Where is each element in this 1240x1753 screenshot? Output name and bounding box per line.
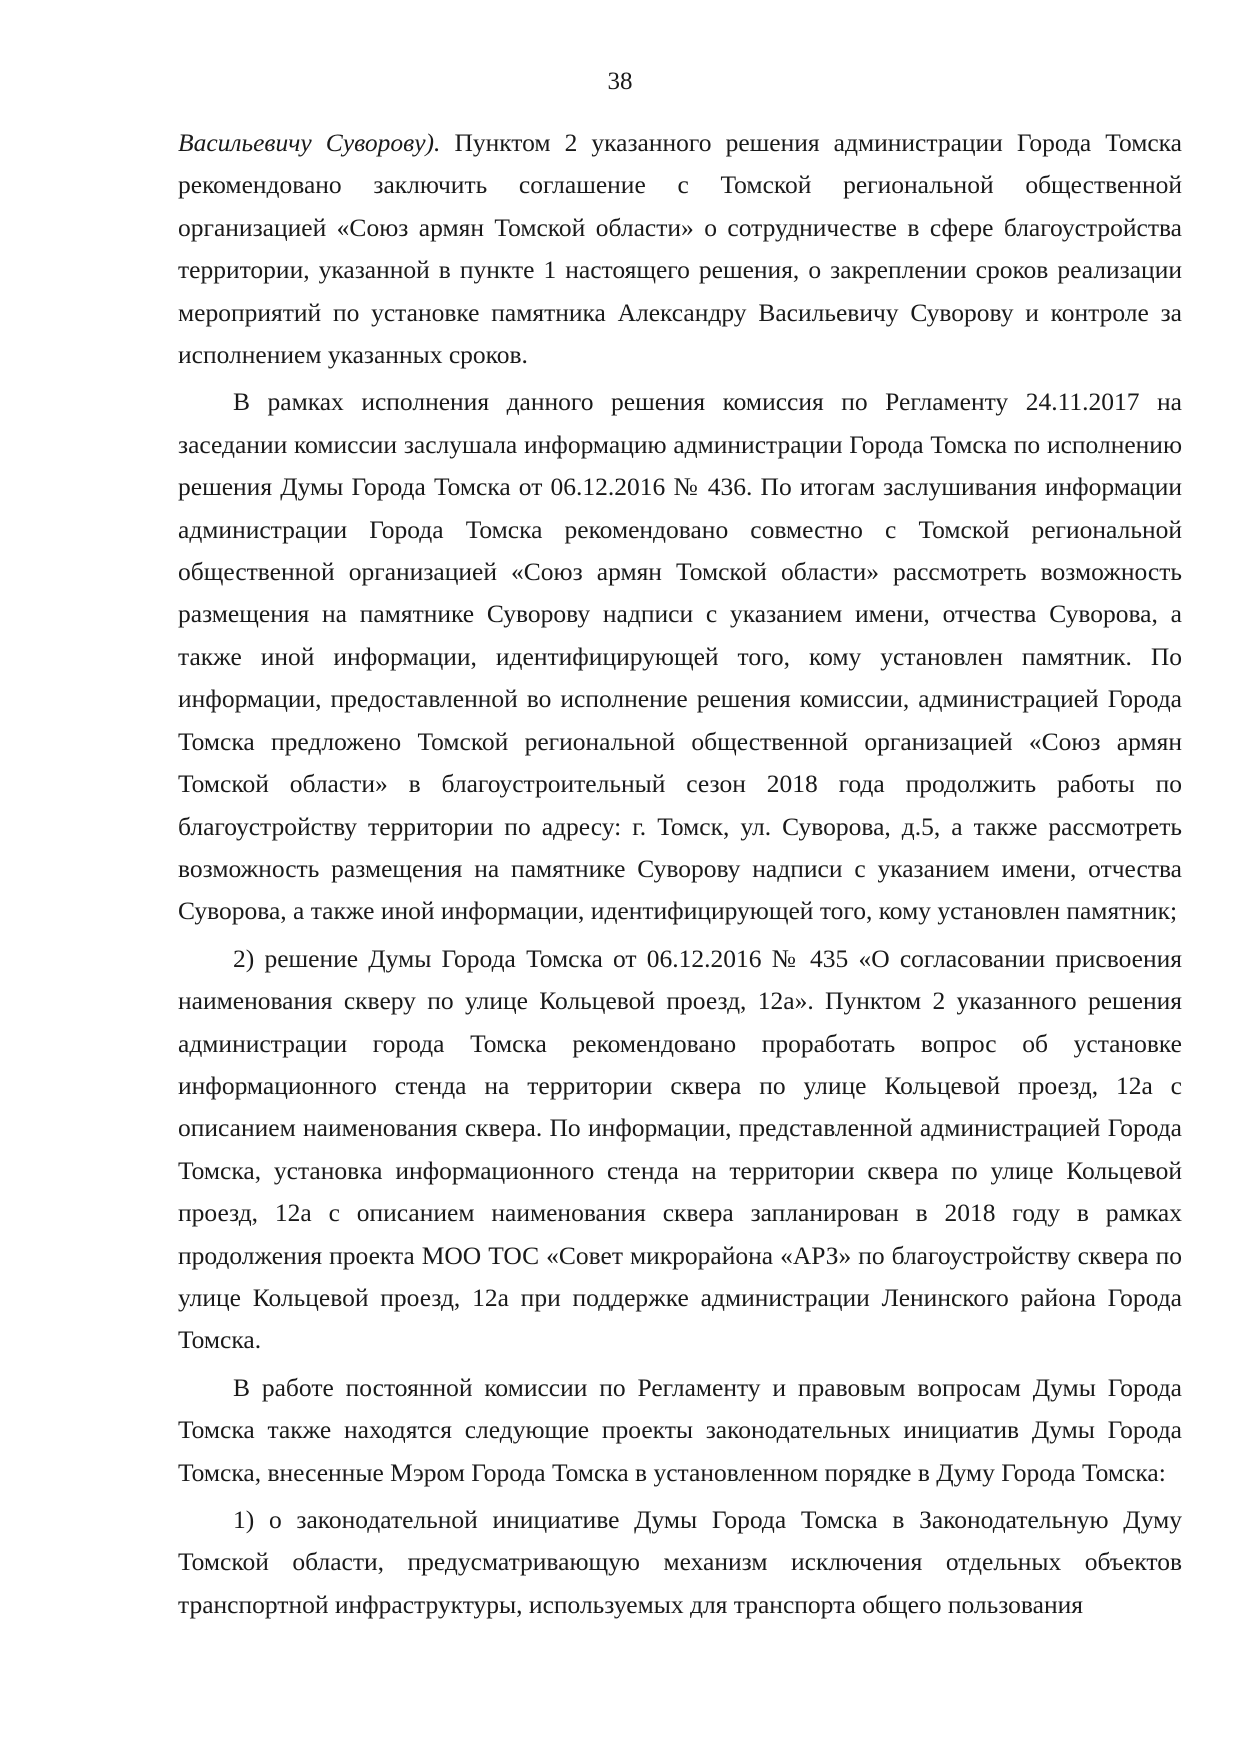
- paragraph-continuation: [178, 122, 1182, 376]
- paragraph-decision-435: 2) решение Думы Города Томска от 06.12.2016 № 435 «О согласовании присвоения наименования скверу по улице Кольцевой проезд, 12а». Пунктом 2 указанного решения администрации города Томска рекомендовано проработать вопрос об установке информационного стенда на территории сквера по улице Кольцевой проезд, 12а с описанием наименования сквера. По информации, представленной администрацией Города Томска, установка информационного стенда на территории сквера по улице Кольцевой проезд, 12а с описанием наименования сквера запланирован в 2018 году в рамках продолжения проекта МОО ТОС «Совет микрорайона «АРЗ» по благоустройству сквера по улице Кольцевой проезд, 12а при поддержке администрации Ленинского района Города Томска.: [178, 943, 1182, 1355]
- document-body: [178, 122, 1182, 1631]
- italic-lead-text: Васильевичу Суворову).: [178, 128, 441, 157]
- paragraph-commission-hearing: В рамках исполнения данного решения комиссия по Регламенту 24.11.2017 на заседании комиссии заслушала информацию администрации Города Томска по исполнению решения Думы Города Томска от 06.12.2016 № 436. По итогам заслушивания информации администрации Города Томска рекомендовано совместно с Томской региональной общественной организацией «Союз армян Томской области» рассмотреть возможность размещения на памятнике Суворову надписи с указанием имени, отчества Суворова, а также иной информации, идентифицирующей того, кому установлен памятник. По информации, предоставленной во исполнение решения комиссии, администрацией Города Томска предложено Томской региональной общественной организацией «Союз армян Томской области» в благоустроительный сезон 2018 года продолжить работы по благоустройству территории по адресу: г. Томск, ул. Суворова, д.5, а также рассмотреть возможность размещения на памятнике Суворову надписи с указанием имени, отчества Суворова, а также иной информации, идентифицирующей того, кому установлен памятник;: [178, 387, 1182, 926]
- paragraph-legislative-initiatives: В работе постоянной комиссии по Регламенту и правовым вопросам Думы Города Томска также находятся следующие проекты законодательных инициатив Думы Города Томска, внесенные Мэром Города Томска в установленном порядке в Думу Города Томска:: [178, 1372, 1182, 1487]
- page-number: 38: [607, 68, 633, 95]
- paragraph-initiative-1: 1) о законодательной инициативе Думы Города Томска в Законодательную Думу Томской области, предусматривающую механизм исключения отдельных объектов транспортной инфраструктуры, используемых для транспорта общего пользования: [178, 1505, 1182, 1619]
- paragraph-text: Пунктом 2 указанного решения администрации Города Томска рекомендовано заключить соглашение с Томской региональной общественной организацией «Союз армян Томской области» о сотрудничестве в сфере благоустройства территории, указанной в пункте 1 настоящего решения, о закреплении сроков реализации мероприятий по установке памятника Александру Васильевичу Суворову и контроле за исполнением указанных сроков.: [178, 128, 1182, 370]
